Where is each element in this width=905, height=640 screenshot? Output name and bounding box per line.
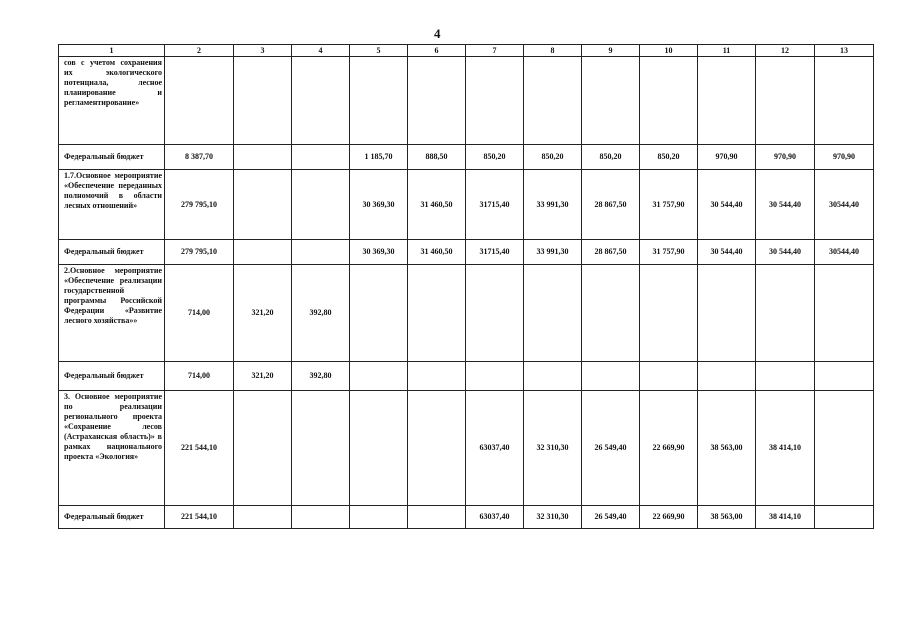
table-cell: 970,90	[698, 145, 756, 170]
table-cell	[408, 265, 466, 362]
table-cell	[756, 57, 815, 145]
table-cell	[350, 57, 408, 145]
table-cell: 850,20	[582, 145, 640, 170]
column-header: 9	[582, 45, 640, 57]
table-cell: 279 795,10	[165, 170, 234, 240]
table-cell: 22 669,90	[640, 506, 698, 529]
table-cell	[640, 362, 698, 391]
table-cell	[292, 57, 350, 145]
table-cell: 30544,40	[815, 170, 874, 240]
table-cell: 26 549,40	[582, 391, 640, 506]
table-cell	[582, 57, 640, 145]
table-cell: 31 757,90	[640, 170, 698, 240]
table-cell: 28 867,50	[582, 240, 640, 265]
table-cell: 32 310,30	[524, 391, 582, 506]
table-cell: 850,20	[640, 145, 698, 170]
table-cell	[292, 240, 350, 265]
table-cell: 32 310,30	[524, 506, 582, 529]
table-cell: 970,90	[756, 145, 815, 170]
budget-table	[58, 44, 874, 529]
table-row	[59, 57, 874, 145]
table-cell: 38 414,10	[756, 391, 815, 506]
table-cell	[234, 506, 292, 529]
table-cell: 1 185,70	[350, 145, 408, 170]
column-header: 5	[350, 45, 408, 57]
table-cell	[350, 265, 408, 362]
table-cell	[234, 57, 292, 145]
column-header: 11	[698, 45, 756, 57]
row-label: Федеральный бюджет	[59, 362, 165, 391]
table-cell	[408, 506, 466, 529]
table-cell: 31 460,50	[408, 170, 466, 240]
table-cell: 30 544,40	[756, 240, 815, 265]
table-cell	[524, 265, 582, 362]
table-cell: 33 991,30	[524, 240, 582, 265]
table-cell: 392,80	[292, 265, 350, 362]
table-cell: 321,20	[234, 362, 292, 391]
column-header: 1	[59, 45, 165, 57]
table-cell: 221 544,10	[165, 506, 234, 529]
table-cell: 714,00	[165, 265, 234, 362]
table-cell: 38 414,10	[756, 506, 815, 529]
column-header: 7	[466, 45, 524, 57]
table-cell	[815, 506, 874, 529]
table-cell: 31715,40	[466, 170, 524, 240]
table-cell: 31 757,90	[640, 240, 698, 265]
table-cell	[350, 362, 408, 391]
row-label: Федеральный бюджет	[59, 145, 165, 170]
table-cell	[640, 265, 698, 362]
table-cell	[234, 240, 292, 265]
table-cell	[756, 362, 815, 391]
table-cell: 63037,40	[466, 506, 524, 529]
table-cell: 888,50	[408, 145, 466, 170]
table-cell	[582, 362, 640, 391]
table-row	[59, 170, 874, 240]
table-cell: 30 369,30	[350, 240, 408, 265]
table-cell	[466, 265, 524, 362]
column-header: 12	[756, 45, 815, 57]
table-cell: 31715,40	[466, 240, 524, 265]
table-cell: 30 544,40	[698, 170, 756, 240]
table-cell: 30 544,40	[756, 170, 815, 240]
table-cell	[698, 362, 756, 391]
row-label: 1.7.Основное мероприятие «Обеспечение переданных полномочий в области лесных отношений»	[59, 170, 165, 240]
table-cell	[234, 145, 292, 170]
column-header: 3	[234, 45, 292, 57]
table-cell	[165, 57, 234, 145]
table-cell	[350, 391, 408, 506]
table-cell	[582, 265, 640, 362]
table-row	[59, 265, 874, 362]
table-cell: 28 867,50	[582, 170, 640, 240]
table-cell	[698, 265, 756, 362]
row-label: Федеральный бюджет	[59, 506, 165, 529]
table-cell: 8 387,70	[165, 145, 234, 170]
table-cell: 30544,40	[815, 240, 874, 265]
table-cell	[698, 57, 756, 145]
table-cell: 31 460,50	[408, 240, 466, 265]
column-header: 4	[292, 45, 350, 57]
table-cell: 30 544,40	[698, 240, 756, 265]
table-cell: 22 669,90	[640, 391, 698, 506]
table-cell	[292, 506, 350, 529]
table-row	[59, 506, 874, 529]
table-row	[59, 145, 874, 170]
table-cell: 38 563,00	[698, 506, 756, 529]
table-cell	[408, 391, 466, 506]
row-label: Федеральный бюджет	[59, 240, 165, 265]
row-label: 3. Основное мероприятие по реализации регионального проекта «Сохранение лесов (Астраханская область)» в рамках национального проекта «Экология»	[59, 391, 165, 506]
table-cell: 279 795,10	[165, 240, 234, 265]
table-cell	[815, 57, 874, 145]
table-row	[59, 391, 874, 506]
table-cell	[815, 391, 874, 506]
table-cell	[524, 362, 582, 391]
table-cell	[640, 57, 698, 145]
table-cell	[408, 57, 466, 145]
table-cell: 26 549,40	[582, 506, 640, 529]
table-cell	[466, 57, 524, 145]
column-header: 10	[640, 45, 698, 57]
table-cell: 850,20	[524, 145, 582, 170]
table-cell	[234, 391, 292, 506]
table-cell: 38 563,00	[698, 391, 756, 506]
table-row	[59, 362, 874, 391]
table-cell: 221 544,10	[165, 391, 234, 506]
table-cell	[466, 362, 524, 391]
column-header: 6	[408, 45, 466, 57]
table-cell: 714,00	[165, 362, 234, 391]
table-cell: 970,90	[815, 145, 874, 170]
table-cell	[350, 506, 408, 529]
table-cell	[524, 57, 582, 145]
table-cell	[292, 391, 350, 506]
page-number: 4	[434, 26, 441, 41]
table-cell	[234, 170, 292, 240]
table-cell	[292, 145, 350, 170]
table-cell: 321,20	[234, 265, 292, 362]
table-cell: 392,80	[292, 362, 350, 391]
table-cell	[815, 265, 874, 362]
table-cell: 30 369,30	[350, 170, 408, 240]
table-cell	[292, 170, 350, 240]
column-header: 8	[524, 45, 582, 57]
table-cell: 63037,40	[466, 391, 524, 506]
column-header: 13	[815, 45, 874, 57]
header-row	[59, 45, 874, 57]
table-row	[59, 240, 874, 265]
table-cell	[408, 362, 466, 391]
table-cell: 33 991,30	[524, 170, 582, 240]
table-cell: 850,20	[466, 145, 524, 170]
row-label: 2.Основное мероприятие «Обеспечение реализации государственной программы Российской Федерации «Развитие лесного хозяйства»»	[59, 265, 165, 362]
column-header: 2	[165, 45, 234, 57]
table-cell	[815, 362, 874, 391]
table-cell	[756, 265, 815, 362]
row-label: сов с учетом сохранения их экологического потенциала, лесное планирование и регламентирование»	[59, 57, 165, 145]
